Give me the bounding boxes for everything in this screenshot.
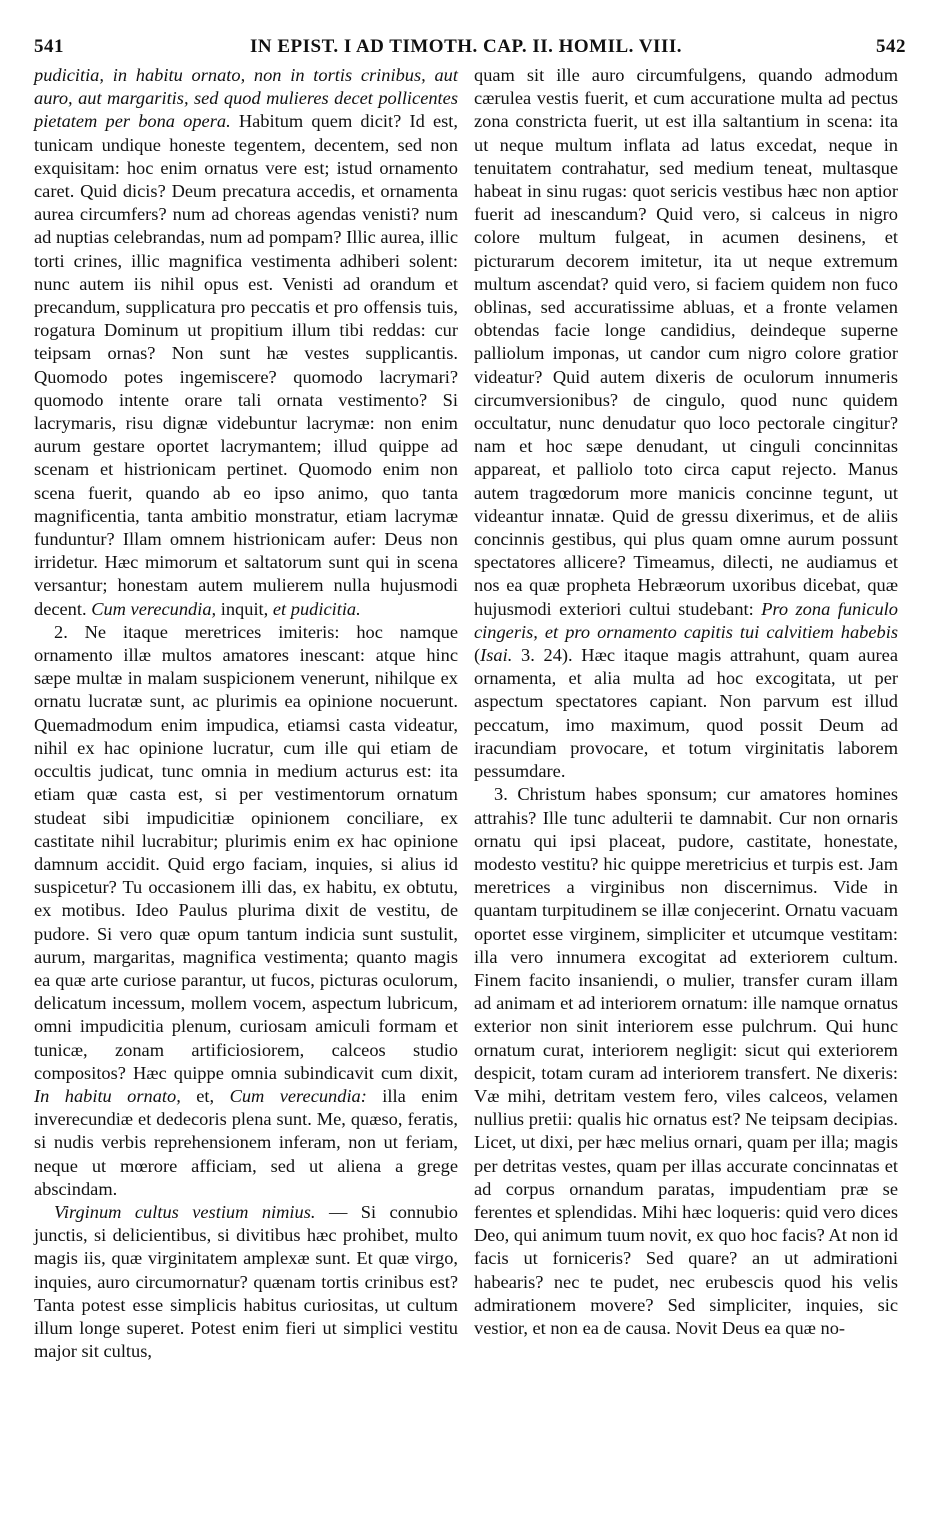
body-text: — Si connubio junctis, si delicientibus, si divitibus hæc prohibet, multo magis iis, quæ virginitatem amplexæ sunt. Et quæ virgo, inquies, auro circumornatur? quænam tortis crinibus est? Tanta potest esse simplicis habitus curiositas, ut cultum illum longe superet. Potest enim fieri ut simplici vestitu major sit cultus,	[34, 1201, 458, 1362]
section-heading: Virginum cultus vestium nimius.	[54, 1201, 316, 1222]
running-title: IN EPIST. I AD TIMOTH. CAP. II. HOMIL. VIII.	[249, 36, 682, 57]
body-text: Habitum quem dicit? Id est, tunicam undique honeste tegentem, decentem, sed non exquisitam: hoc enim ornatus vere est; istud ornamento caret. Quid dicis? Deum precatura accedis, et ornamenta aurea circumfers? num ad choreas agendas venisti? num ad nuptias celebrandas, num ad pompam? Illic aurea, illic torti crines, illic magnifica vestimenta adhiberi solent: nunc autem iis nihil opus est. Venisti ad orandum et precandum, supplicatura pro peccatis et pro offensis tuis, rogatura Dominum ut propitium illum tibi reddas: cur teipsam ornas? Non sunt hæ vestes supplicantis. Quomodo potes ingemiscere? quomodo lacrymari? quomodo intente orare tali ornata vestimento? Si lacrymaris, risu dignæ videbuntur lacrymæ: non enim aurum gestare oportet lacrymantem; illud quippe ad scenam et histrionicam pertinet. Quomodo enim non scena fuerit, quando ab eo ipso animo, quo tanta magnificentia, tanta ambitio monstratur, etiam lacrymæ funduntur? Illam omnem histrionicam aufer: Deus non irridetur. Hæc mimorum et saltatorum sunt qui in scena versantur; honestam autem mulierem nulla hujusmodi decent.	[34, 111, 458, 619]
italic-quote: Pro zona funiculo cingeris, et pro ornamento capitis tui calvitiem habebis	[474, 598, 898, 642]
body-text: inquit,	[216, 598, 273, 619]
body-text: illa enim inverecundiæ et dedecoris plena sunt. Me, quæso, feratis, si nudis verbis reprehensionem inferam, non ut feriam, neque ut mœrore afficiam, sed ut aliena a grege abscindam.	[34, 1085, 458, 1199]
body-text: ). Hæc itaque magis attrahunt, quam aurea ornamenta, et alia multa ad hoc excogitata, ut per aspectum spectatores capiant. Non parvum est illud peccatum, imo maximum, quod possit Deum ad iracundiam provocare, et totum virginitatis laborem pessumdare.	[474, 645, 898, 782]
body-text: et,	[180, 1085, 230, 1106]
page-number-right: 542	[876, 36, 906, 57]
scripture-reference: Isai.	[480, 645, 513, 666]
paragraph	[474, 64, 898, 783]
scripture-reference-number: 3. 24	[512, 645, 562, 666]
italic-quote: Cum verecundia,	[91, 598, 217, 619]
body-text: (	[474, 645, 481, 666]
italic-quote: pudicitia, in habitu ornato, non in tortis crinibus, aut auro, aut margaritis, sed quod mulieres decet pollicentes pietatem per bona opera.	[34, 65, 458, 132]
body-text: 2. Ne itaque meretrices imiteris: hoc namque ornamento illæ multos amatores inescant: atque hinc sæpe multæ in malam suspicionem venerunt, nihilque ex ornatu lucratæ sunt, ac plurimis ea opinione nocuerunt. Quemadmodum enim impudica, etiamsi casta videatur, nihil ex hac opinione lucratur, cum ille qui etiam de occultis judicat, tunc omnia in medium acturus est: ita etiam quæ casta est, si per vestimentorum ornatum studeat sibi impudicitiæ opinionem conciliare, ex castitate nihil lucrabitur; plurimis enim ex hac opinione damnum accidit. Quid ergo faciam, inquies, si alius id suspicetur? Tu occasionem illi das, ex habitu, ex obtutu, ex motibus. Ideo Paulus plurima dixit de vestitu, de pudore. Si vero quæ opum tantum indicia sunt sustulit, aurum, margaritas, magnifica vestimenta; quanto magis ea quæ arte curiose parantur, ut fucos, picturas oculorum, delicatum incessum, mollem vocem, aspectum lubricum, omni impudicitia plenum, curiosam amiculi formam et tunicæ, zonam artificiosiorem, calceos studio compositos? Hæc quippe omnia subindicavit cum dixit,	[34, 621, 458, 1083]
page-number-left: 541	[34, 36, 64, 57]
italic-quote: Cum verecundia:	[229, 1085, 367, 1106]
paragraph	[474, 783, 898, 1340]
paragraph	[34, 621, 458, 1201]
body-text: quam sit ille auro circumfulgens, quando admodum cærulea vestis fuerit, et cum accuratione multa ad pectus zona constricta fuerit, ut est illa saltantium in scena: ita ut neque multum inflata ad latus excedat, neque in tenuitatem contrahatur, sed medium teneat, multasque habeat in sinu rugas: quot sericis vestibus hæc non aptior fuerit ad inescandum? Quid vero, si calceus in nigro colore multum fulgeat, in acumen desinens, et picturarum decorem imitetur, ita ut neque extremum multum ascendat? quid vero, si faciem quidem non fuco oblinas, sed accuratissime abluas, et a fronte velamen obtendas facie longe candidius, deindeque superne palliolum imponas, ut candor cum nigro colore gratior videatur? Quid autem dixeris de oculorum innumeris circumversionibus? de cingulo, quod nunc quidem occultatur, nunc denudatur quo loco pectorale cingitur? nam et hoc sæpe denudant, ut cinguli concinnitas appareat, et palliolo toto circa caput rejecto. Manus autem tragœdorum more manicis concinne tegunt, ut videantur innatæ. Quid de gressu dixerimus, et de aliis concinnis gestibus, qui plus quam omne aurum possunt spectatores allicere? Timeamus, dilecti, ne audiamus et nos ea quæ propheta Hebræorum uxoribus dicebat, quæ hujusmodi exteriori cultui studebant:	[474, 65, 898, 619]
page-header	[22, 0, 910, 70]
paragraph	[34, 1201, 458, 1363]
italic-quote: et pudicitia.	[272, 598, 361, 619]
body-text: 3. Christum habes sponsum; cur amatores homines attrahis? Ille tunc adulterii te damnabit. Cur non ornaris ornatu qui ipsi placeat, pudore, castitate, honestate, modesto vestitu? hic quippe meretricius et turpis est. Jam meretrices a virginibus non discernimus. Vide in quantam turpitudinem se illæ conjecerint. Ornatu vacuam oportet esse virginem, simpliciter et utcumque vestitam: illa vero innumera excogitat ad exteriorem cultum. Finem facito insaniendi, o mulier, transfer curam illam ad animam et ad interiorem ornatum: ille namque ornatus exterior non sinit interiorem esse pulchrum. Qui hunc ornatum curat, interiorem negligit: sicut qui exteriorem despicit, totam curam ad interiorem transfert. Ne dixeris: Væ mihi, detritam vestem fero, viles calceos, velamen nullius pretii: qualis hic ornatus est? Ne teipsam decipias. Licet, ut dixi, per hæc melius ornari, quam per illa; magis per detritas vestes, quam per illas accurate concinnatas et ad corpus ornandum paratas, impudentiam præ se ferentes et splendidas. Mihi hæc loqueris: quid vero dices Deo, qui animum tuum novit, ex quo hoc facis? At non id facis ut forniceris? Sed quare? an ut admirationi habearis? nec te pudet, nec erubescis quod his velis admirationem movere? Sed simpliciter, inquies, sic vestior, et non ea de causa. Novit Deus ea quæ no-	[474, 784, 898, 1338]
paragraph	[34, 64, 458, 621]
right-column	[474, 64, 898, 1340]
italic-quote: In habitu ornato,	[34, 1085, 181, 1106]
left-column	[34, 64, 458, 1363]
